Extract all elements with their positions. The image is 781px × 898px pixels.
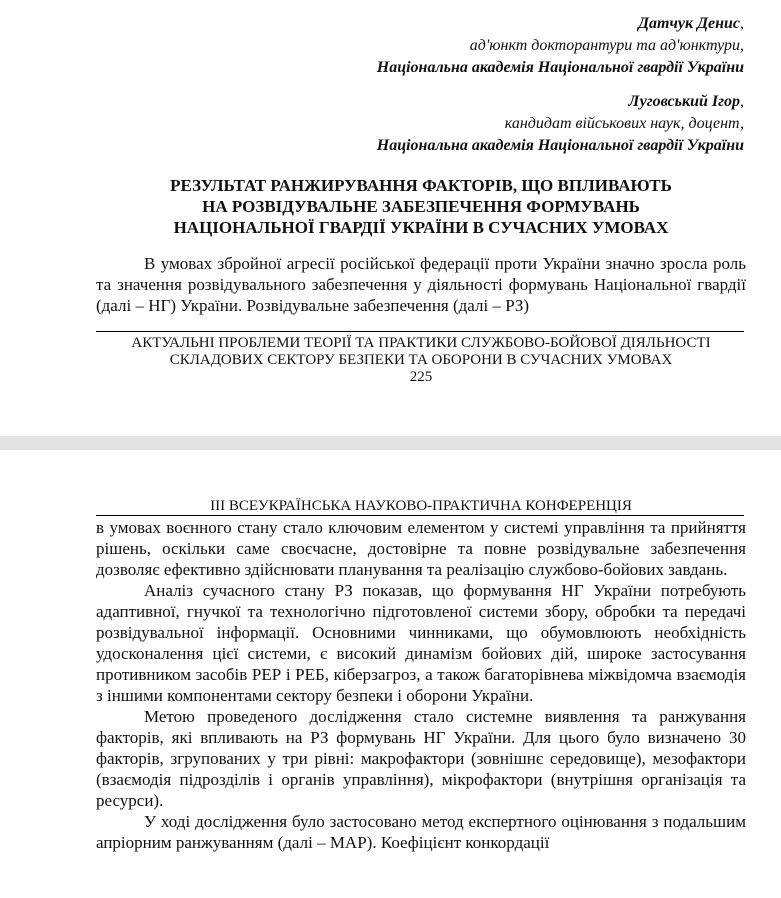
author-position: кандидат військових наук, доцент bbox=[504, 115, 740, 132]
body-paragraph: У ході дослідження було застосовано метод експертного оцінювання з подальшим апріорним ранжуванням (далі – МАР). Коефіцієнт конкордації bbox=[96, 812, 746, 852]
page-footer bbox=[96, 335, 746, 386]
body-paragraph: Метою проведеного дослідження стало системне виявлення та ранжування факторів, які впливають на РЗ формувань НГ України. Для цього було визначено 30 факторів, згрупованих у три рівні: макрофактори (зовнішнє середовище), мезофактори (взаємодія підрозділів і органів управління), мікрофактори (внутрішня організація та ресурси). bbox=[96, 707, 746, 810]
author-organization: Національна академія Національної гвардії України bbox=[376, 59, 744, 76]
paper-title bbox=[96, 175, 746, 238]
page-header: ІІІ ВСЕУКРАЇНСЬКА НАУКОВО-ПРАКТИЧНА КОНФЕРЕНЦІЯ bbox=[210, 498, 632, 514]
author-block-1: Датчук Денис, ад'юнкт докторантури та ад'юнктури, Національна академія Національної гвардії України bbox=[377, 13, 744, 79]
footer-divider bbox=[96, 331, 744, 332]
title-line: НА РОЗВІДУВАЛЬНЕ ЗАБЕЗПЕЧЕННЯ ФОРМУВАНЬ bbox=[202, 197, 640, 216]
footer-line: СКЛАДОВИХ СЕКТОРУ БЕЗПЕКИ ТА ОБОРОНИ В СУЧАСНИХ УМОВАХ bbox=[169, 352, 673, 368]
page-number: 225 bbox=[409, 369, 433, 385]
author-position: ад'юнкт докторантури та ад'юнктури bbox=[469, 37, 740, 54]
body-paragraph: Аналіз сучасного стану РЗ показав, що формування НГ України потребують адаптивної, гнучкої та технологічно підготовленої системи збору, обробки та передачі розвідувальної інформації. Основними чинниками, що обумовлюють необхідність удосконалення цієї системи, є високий динамізм бойових дій, широке застосування противником засобів РЕР і РЕБ, кіберзагроз, а також багаторівнева міжвідомча взаємодія з іншими компонентами сектору безпеки і оборони України. bbox=[96, 581, 746, 705]
author-name: Датчук Денис bbox=[638, 15, 740, 32]
author-block-2: Луговський Ігор, кандидат військових наук, доцент, Національна академія Національної гвардії України bbox=[377, 91, 744, 157]
title-line: РЕЗУЛЬТАТ РАНЖИРУВАННЯ ФАКТОРІВ, ЩО ВПЛИВАЮТЬ bbox=[170, 176, 672, 195]
intro-paragraph: В умовах збройної агресії російської федерації проти України значно зросла роль та значення розвідувального забезпечення у діяльності формувань Національної гвардії (далі – НГ) України. Розвідувальне забезпечення (далі – РЗ) bbox=[96, 254, 746, 315]
author-name: Луговський Ігор bbox=[628, 93, 740, 110]
document-page-226 bbox=[0, 450, 781, 898]
title-line: НАЦІОНАЛЬНОЇ ГВАРДІЇ УКРАЇНИ В СУЧАСНИХ УМОВАХ bbox=[173, 218, 669, 237]
author-organization: Національна академія Національної гвардії України bbox=[376, 137, 744, 154]
page-body bbox=[96, 517, 746, 853]
body-paragraph: в умовах воєнного стану стало ключовим елементом у системі управління та прийняття рішень, оскільки саме своєчасне, достовірне та повне розвідувальне забезпечення дозволяє ефективно здійснювати планування та реалізацію службово-бойових завдань. bbox=[96, 518, 746, 579]
previous-text-fragment bbox=[96, 0, 746, 1]
page-gap bbox=[0, 436, 781, 450]
header-divider bbox=[96, 515, 744, 516]
footer-line: АКТУАЛЬНІ ПРОБЛЕМИ ТЕОРІЇ ТА ПРАКТИКИ СЛУЖБОВО-БОЙОВОЇ ДІЯЛЬНОСТІ bbox=[131, 335, 711, 351]
document-page-225 bbox=[0, 0, 781, 436]
